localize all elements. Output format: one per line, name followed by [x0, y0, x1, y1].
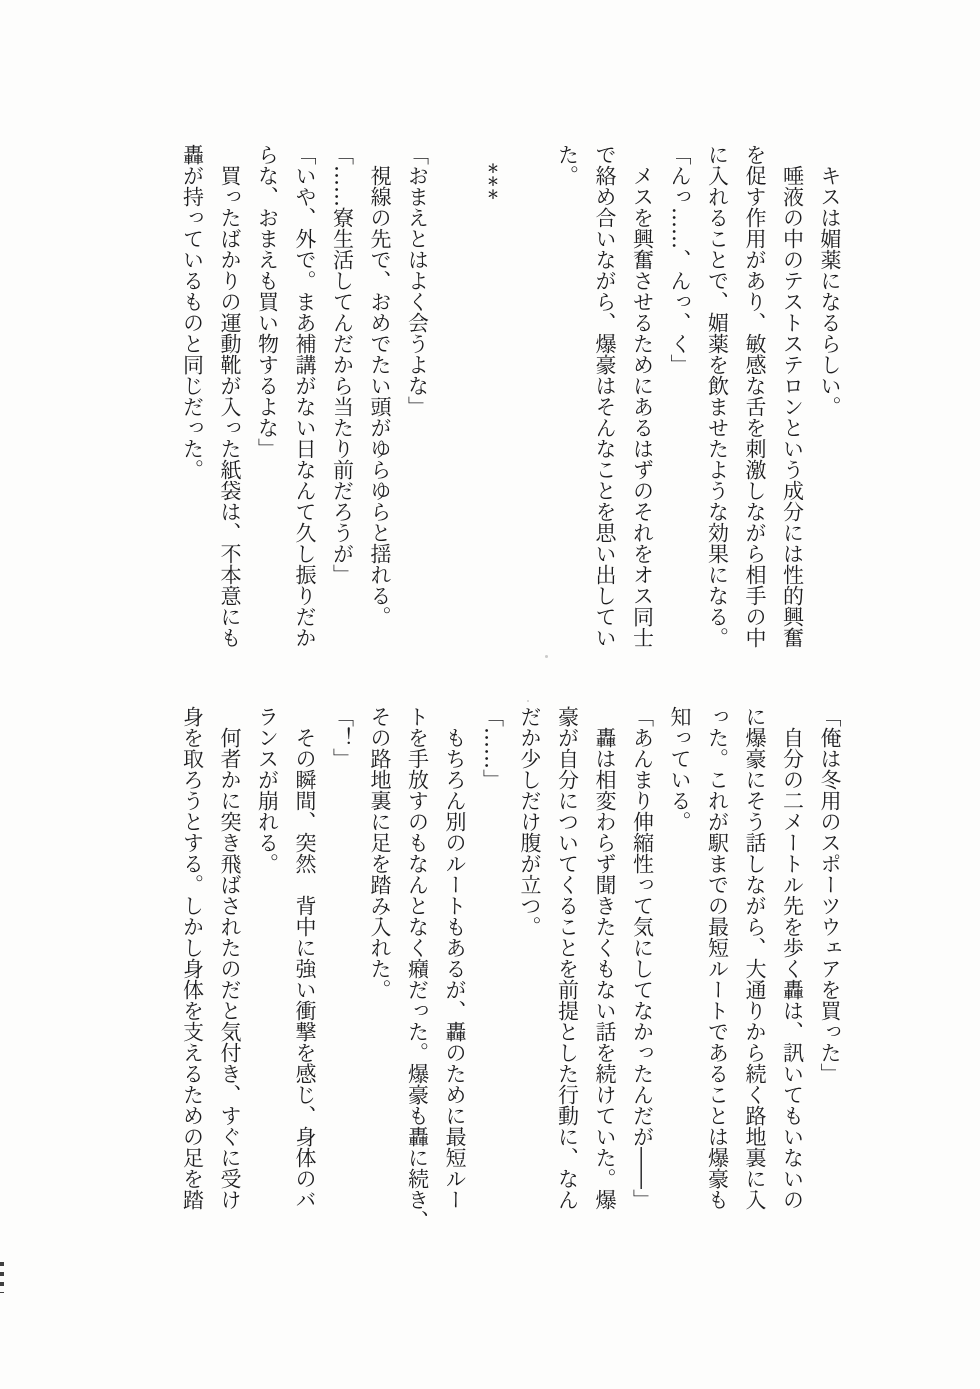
text-line: に入れることで、媚薬を飲ませたような効果になる。 [705, 144, 730, 648]
text-line: 知っている。 [668, 706, 692, 832]
text-line: 「俺は冬用のスポーツウェアを買った」 [818, 706, 842, 1084]
text-line: その路地裏に足を踏み入れた。 [368, 706, 392, 1000]
text-line: を促す作用があり、敏感な舌を刺激しながら相手の中 [743, 144, 767, 648]
text-line: 「おまえとはよく会うよな」 [405, 144, 430, 417]
text-line: もちろん別のルートもあるが、轟のために最短ルー [443, 727, 467, 1210]
text-line: だか少しだけ腹が立つ。 [518, 706, 542, 937]
text-line: で絡め合いながら、爆豪はそんなことを思い出してい [593, 144, 617, 648]
text-line: 「……寮生活してんだから当たり前だろうが」 [330, 144, 355, 585]
text-line: 轟は相変わらず聞きたくもない話を続けていた。爆 [593, 727, 617, 1210]
text-line: 唾液の中のテストステロンという成分には性的興奮 [780, 165, 805, 648]
section-break-marker: ＊＊＊ [485, 162, 500, 201]
scan-speck [545, 655, 548, 658]
text-line: トを手放すのもなんとなく癪だった。爆豪も轟に続き、 [405, 706, 430, 1231]
text-line: キスは媚薬になるらしい。 [818, 165, 842, 417]
text-line: に爆豪にそう話しながら、大通りから続く路地裏に入 [743, 706, 767, 1210]
scan-speck [527, 700, 529, 702]
text-line: 身を取ろうとする。しかし身体を支えるための足を踏 [180, 706, 205, 1210]
text-line: 豪が自分についてくることを前提とした行動に、なん [555, 706, 580, 1210]
text-line: 「いや、外で。まあ補講がない日なんて久し振りだか [293, 144, 317, 648]
text-line: その瞬間、突然 背中に強い衝撃を感じ、身体のバ [293, 727, 317, 1210]
page-edge-artifact [0, 1262, 4, 1293]
text-line: 自分の二メートル先を歩く轟は、訊いてもいないの [780, 727, 805, 1210]
text-line: メスを興奮させるためにあるはずのそれをオス同士 [630, 165, 655, 648]
text-line: 「んっ……、んっ、く」 [668, 144, 692, 375]
text-line: らな、おまえも買い物するよな」 [255, 144, 280, 459]
text-section-bottom [173, 706, 848, 1251]
text-line: 買ったばかりの運動靴が入った紙袋は、不本意にも [218, 165, 242, 648]
text-line: 「……」 [480, 706, 505, 790]
blank-column [436, 144, 474, 689]
blank-column [511, 144, 549, 689]
text-line: た。 [555, 144, 580, 186]
text-line: 「！」 [330, 706, 355, 769]
text-line: った。これが駅までの最短ルートであることは爆豪も [705, 706, 730, 1210]
text-line: 「あんまり伸縮性って気にしてなかったんだが――」 [630, 706, 655, 1210]
text-line: 何者かに突き飛ばされたのだと気付き、すぐに受け [218, 727, 242, 1210]
text-section-top [173, 144, 848, 689]
text-line: ランスが崩れる。 [255, 706, 280, 874]
text-line: 轟が持っているものと同じだった。 [180, 144, 205, 480]
text-line: 視線の先で、おめでたい頭がゆらゆらと揺れる。 [368, 165, 392, 627]
